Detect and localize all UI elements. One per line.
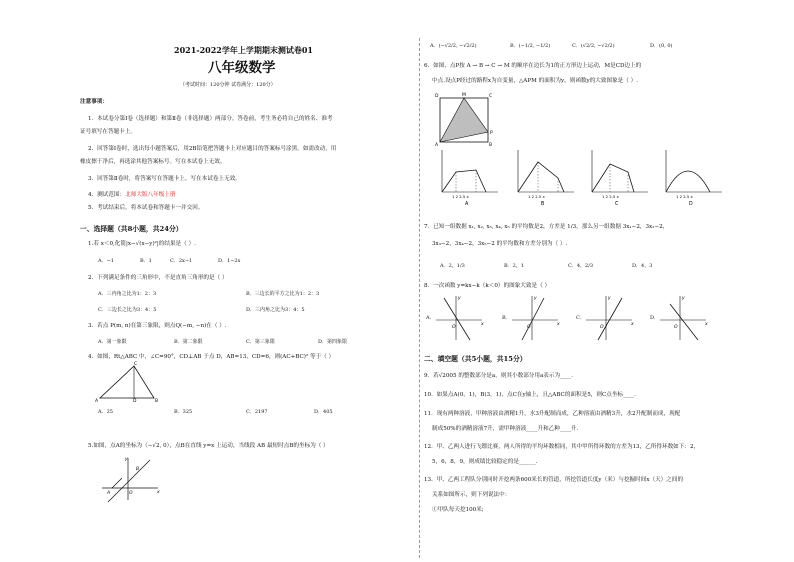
q5-stem: 5.如图，点A的坐标为（−√2, 0），点B在直线 y=x 上运动，当线段 AB 最短时点B的坐标为（ ） [88, 443, 329, 449]
q5-option-d: D．(0, 0) [650, 43, 673, 49]
svg-text:y: y [608, 296, 611, 301]
svg-text:x: x [705, 322, 708, 327]
q8-option-c: C． [576, 315, 585, 321]
svg-text:B: B [489, 143, 493, 148]
svg-text:C: C [615, 202, 619, 207]
q8-graph-d [658, 294, 708, 342]
q7-stem-line-1: 7．已知一组数据 x₁, x₂, x₃, x₄, x₅ 的平均数是2，方差是 1/3，那么另一组数据 3x₁−2，3x₂−2， [424, 224, 669, 230]
svg-text:A: A [435, 143, 439, 148]
q3-option-a: A．第一象限 [98, 339, 127, 345]
q6-graph-option-c [588, 148, 650, 206]
q2-option-b: B．三边长的平方之比为1：2：3 [246, 291, 320, 297]
q5-coordinate-figure [100, 456, 160, 502]
q1-option-a: A．−1 [98, 258, 114, 264]
note-2b: 橡皮擦干净后，再选涂其他答案标号。写在本试卷上无效。 [80, 159, 226, 165]
q8-option-a: A． [426, 315, 435, 321]
column-divider [419, 38, 420, 558]
q1-option-c: C．2x−1 [170, 258, 193, 264]
svg-text:C: C [489, 94, 493, 99]
svg-text:P: P [490, 131, 493, 136]
q13-statement-1: ①甲队每天挖100米; [432, 507, 484, 513]
q7-option-d: D．4，3 [632, 263, 653, 269]
q6-graph-option-a [438, 148, 500, 206]
svg-text:O: O [129, 491, 133, 496]
svg-text:B: B [155, 399, 159, 404]
q3-option-c: C．第三象限 [246, 339, 275, 345]
svg-text:x: x [481, 322, 484, 327]
section-1-heading: 一、选择题（共8小题，共24分） [80, 225, 183, 233]
note-5: 5．考试结束后，将本试卷和答题卡一并交回。 [88, 205, 204, 211]
q12-stem-line-2: 5，6，8，9，则成绩比较稳定的是______. [432, 459, 538, 465]
q7-option-c: C．4，2/3 [568, 263, 594, 269]
q3-option-d: D．第四象限 [318, 339, 348, 345]
q8-option-b: B． [502, 315, 511, 321]
test-scope: 北师大版八年级上册 [125, 192, 176, 198]
q5-option-c: C．(√2/2, −√2/2) [572, 43, 615, 49]
svg-text:y: y [458, 296, 461, 301]
q4-triangle-figure [95, 362, 159, 404]
note-1b: 证号填写在答题卡上。 [80, 129, 136, 135]
svg-text:B: B [541, 202, 545, 207]
svg-text:y: y [534, 296, 537, 301]
svg-text:A: A [95, 399, 99, 404]
svg-text:x: x [631, 322, 634, 327]
q13-stem-line-2: 关系如图所示，则下列说法中： [432, 492, 511, 498]
q9-stem: 9．若√2005 的整数部分是a，则其小数部分用a表示为____. [424, 373, 574, 379]
q4-stem: 4．如图，Rt△ABC 中，∠C=90°，CD⊥AB 于点 D，AB=13，CD=6，则(AC+BC)² 等于（ ） [88, 354, 335, 360]
q11-stem-line-1: 11．现有两种溶液，甲种溶液由酒精1升，水3升配制而成，乙种溶液由酒精3升，水2升配制而成，现配 [424, 411, 681, 417]
q13-stem-line-1: 13．甲、乙两工程队分别同时开挖两条600米长的管道，所挖管道长度y（米）与挖掘时间x（天）之间的 [424, 477, 684, 483]
svg-text:1 2 2.5 x: 1 2 2.5 x [676, 194, 693, 199]
q5-option-b: B．(−1/2, −1/2) [510, 43, 551, 49]
svg-text:1 2 2.5 x: 1 2 2.5 x [528, 194, 545, 199]
left-column [78, 0, 418, 562]
note-1a: 1．本试卷分第Ⅰ卷（选择题）和第Ⅱ卷（非选择题）两部分。答卷前，考生务必将自己的姓名、准考 [88, 116, 333, 122]
svg-text:x: x [557, 322, 560, 327]
note-3: 3．回答第Ⅱ卷时，将答案写在答题卡上。写在本试卷上无效。 [88, 176, 241, 182]
q7-option-a: A．2，1/3 [440, 263, 465, 269]
q1-stem: 1.若 x＜0,化简|x−√(x−y)²|的结果是（ ）. [88, 241, 196, 247]
q6-graph-option-b [514, 148, 576, 206]
q1-option-d: D．1−2x [218, 258, 241, 264]
exam-subject: 八年级数学 [208, 60, 276, 76]
q2-option-c: C．三边长之比为3：4：5 [98, 307, 157, 313]
exam-title: 2021-2022学年上学期期末测试卷01 [174, 45, 313, 55]
q5-option-a: A．(−√2/2, −√2/2) [430, 43, 477, 49]
note-2a: 2．回答第Ⅰ卷时，选出每小题答案后，用2B铅笔把答题卡上对应题目的答案标号涂黑。如需改动，用 [88, 146, 337, 152]
svg-text:A: A [465, 202, 469, 207]
svg-text:y: y [125, 457, 128, 462]
svg-text:O: O [600, 325, 604, 330]
q2-option-d: D．三内角之比为3：4：5 [246, 307, 305, 313]
svg-text:x: x [157, 490, 160, 495]
svg-text:1 2 2.5 x: 1 2 2.5 x [602, 194, 619, 199]
q4-option-a: A．25 [98, 409, 113, 415]
svg-text:D: D [689, 202, 693, 207]
notes-heading: 注意事项： [80, 99, 108, 105]
q1-option-b: B．1 [140, 258, 152, 264]
q6-stem-line-1: 6．如图，点P按 A → B → C → M 的顺序在边长为1的正方形边上运动，M是CD边上的 [424, 63, 642, 69]
svg-text:B: B [136, 467, 140, 472]
q2-stem: 2．下列满足条件的三角形中，不是直角三角形的是（ ） [88, 275, 228, 281]
q11-stem-line-2: 制成50%的酒精溶液7升，需甲种溶液____升和乙种____升. [432, 426, 579, 432]
q6-square-figure [434, 92, 496, 146]
q4-option-d: D．405 [314, 409, 333, 415]
svg-text:A: A [107, 491, 111, 496]
svg-text:C: C [134, 362, 138, 367]
right-column [422, 0, 782, 562]
q8-graph-c [584, 294, 634, 342]
q7-option-b: B．2，1 [504, 263, 525, 269]
q8-graph-a [434, 294, 484, 342]
section-2-heading: 二、填空题（共5小题，共15分） [424, 355, 527, 363]
q4-option-b: B．325 [174, 409, 193, 415]
exam-meta: （考试时间：120分钟 试卷满分：120分） [180, 82, 276, 88]
q7-stem-line-2: 3x₃−2，3x₄−2，3x₅−2 的平均数和方差分别为（ ）. [432, 241, 568, 247]
q6-stem-line-2: 中点.设点P经过的路程x为自变量，△APM 的面积为y，则函数y的大致图象是（ ）. [432, 78, 638, 84]
svg-text:y: y [682, 296, 685, 301]
svg-text:M: M [462, 93, 466, 98]
q3-option-b: B．第二象限 [174, 339, 203, 345]
q6-graph-option-d [662, 148, 724, 206]
svg-text:O: O [452, 325, 456, 330]
svg-text:D: D [435, 94, 439, 99]
note-4-label: 4．测试范围： [88, 192, 126, 198]
note-4 [88, 193, 175, 199]
svg-text:D: D [133, 399, 137, 404]
svg-text:O: O [674, 325, 678, 330]
svg-text:O: O [527, 325, 531, 330]
q10-stem: 10．如果点A(0，1)，B(3，1)，点C在y轴上，且△ABC的面积是5，则C点坐标____. [424, 392, 636, 398]
svg-text:1 2 2.5 x: 1 2 2.5 x [452, 194, 469, 199]
q8-graph-b [510, 294, 560, 342]
q8-option-d: D． [650, 315, 660, 321]
q8-stem: 8．一次函数 y=kx−k（k＜0）的图象大致是（ ） [424, 283, 551, 289]
q4-option-c: C．2197 [246, 409, 268, 415]
q12-stem-line-1: 12．甲、乙两人进行飞镖比赛，两人所得的平均环数相同，其中甲所得环数的方差为13，乙所得环数如下：2， [424, 444, 700, 450]
q2-option-a: A．三内角之比为1：2：3 [98, 291, 157, 297]
q3-stem: 3．若点 P(m, n)在第三象限，则点Q(−m, −n)在（ ）. [88, 323, 227, 329]
